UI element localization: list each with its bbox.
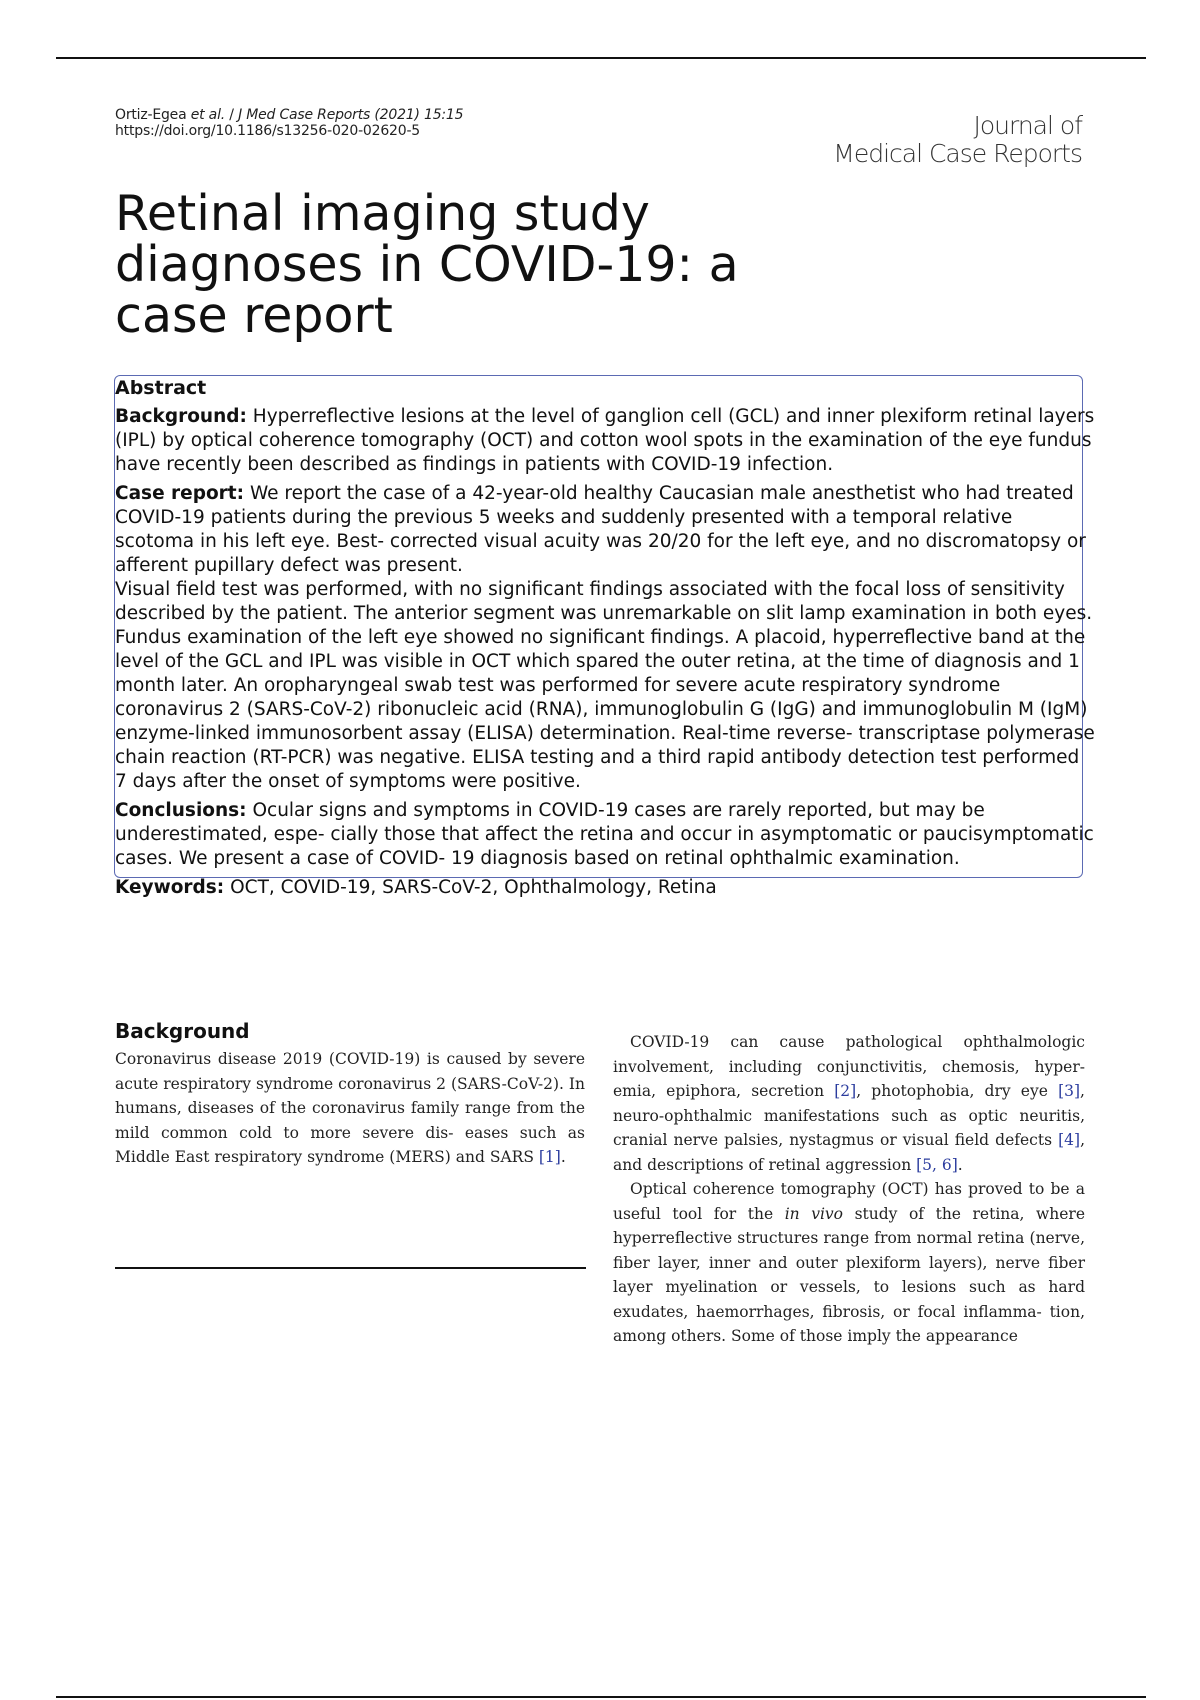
- citation-line: Ortiz-Egea et al. / J Med Case Reports (2021) 15:15: [115, 107, 464, 123]
- right-column: [613, 1030, 1085, 1349]
- paragraph: Optical coherence tomography (OCT) has proved to be a useful tool for the in vivo study of the retina, where hyperreflective structures range from normal retina (nerve, fiber layer, inner and outer plexiform layers), nerve fiber layer myelination or vessels, to lesions such as hard exudates, haemorrhages, fibrosis, or focal inflamma- tion, among others. Some of those imply the appearance: [613, 1180, 1085, 1345]
- citation-ref[interactable]: [5, 6]: [916, 1155, 958, 1174]
- section-heading: Background: [115, 1019, 250, 1043]
- top-rule: [56, 57, 1146, 59]
- abstract: [115, 376, 1095, 900]
- background-section: [115, 1019, 585, 1170]
- citation-ref[interactable]: [3]: [1058, 1082, 1081, 1100]
- journal-logo-line-2: Medical Case Reports: [833, 139, 1082, 168]
- citation-ref[interactable]: [1]: [538, 1148, 561, 1166]
- abstract-background: Background: Hyperreflective lesions at the level of ganglion cell (GCL) and inner plexiform retinal layers (IPL) by optical coherence tomography (OCT) and cotton wool spots in the examination of the eye fundus have recently been described as findings in patients with COVID-19 infection.: [115, 406, 1095, 475]
- abstract-heading: Abstract: [115, 377, 207, 399]
- doi-link[interactable]: https://doi.org/10.1186/s13256-020-02620-5: [115, 123, 421, 139]
- page-title: [115, 185, 815, 344]
- citation-ref[interactable]: [2]: [834, 1082, 857, 1100]
- abstract-conclusions: Conclusions: Ocular signs and symptoms in COVID-19 cases are rarely reported, but may be underestimated, espe- cially those that affect the retina and occur in asymptomatic or paucisymptomatic cases. We present a case of COVID- 19 diagnosis based on retinal ophthalmic examination.: [115, 800, 1094, 869]
- journal-logo-line-1: Journal of: [973, 111, 1082, 140]
- title-line: diagnoses in COVID-19: a: [115, 236, 739, 293]
- bottom-rule: [56, 1696, 1146, 1698]
- footnote-rule: [115, 1267, 586, 1269]
- abstract-case-report: Case report: We report the case of a 42-year-old healthy Caucasian male anesthetist who had treated COVID-19 patients during the previous 5 weeks and suddenly presented with a temporal relative scotoma in his left eye. Best- corrected visual acuity was 20/20 for the left eye, and no discromatopsy or afferent pupillary defect was present.: [115, 483, 1086, 576]
- journal-logo: [833, 112, 1082, 168]
- paragraph: COVID-19 can cause pathological ophthalmologic involvement, including conjunctivitis, chemosis, hyper- emia, epiphora, secretion [2], photophobia, dry eye [3], neuro-ophthalmic manifestations such as optic neuritis, cranial nerve palsies, nystagmus or visual field defects [4], and descriptions of retinal aggression [5, 6].: [613, 1033, 1085, 1174]
- title-line: Retinal imaging study: [115, 185, 650, 242]
- background-paragraph: Coronavirus disease 2019 (COVID-19) is caused by severe acute respiratory syndrome coronavirus 2 (SARS-CoV-2). In humans, diseases of the coronavirus family range from the mild common cold to more severe dis- eases such as Middle East respiratory syndrome (MERS) and SARS [1].: [115, 1050, 585, 1166]
- citation-ref[interactable]: [4]: [1058, 1131, 1081, 1149]
- keywords: Keywords: OCT, COVID-19, SARS-CoV-2, Ophthalmology, Retina: [115, 877, 717, 898]
- abstract-case-report-continued: Visual field test was performed, with no significant findings associated with the focal loss of sensitivity described by the patient. The anterior segment was unremarkable on slit lamp examination in both eyes. Fundus examination of the left eye showed no significant findings. A placoid, hyperreflective band at the level of the GCL and IPL was visible in OCT which spared the outer retina, at the time of diagnosis and 1 month later. An oropharyngeal swab test was performed for severe acute respiratory syndrome coronavirus 2 (SARS-CoV-2) ribonucleic acid (RNA), immunoglobulin G (IgG) and immunoglobulin M (IgM) enzyme-linked immunosorbent assay (ELISA) determination. Real-time reverse- transcriptase polymerase chain reaction (RT-PCR) was negative. ELISA testing and a third rapid antibody detection test performed 7 days after the onset of symptoms were positive.: [115, 579, 1095, 792]
- citation: [115, 107, 463, 139]
- title-line: case report: [115, 287, 393, 344]
